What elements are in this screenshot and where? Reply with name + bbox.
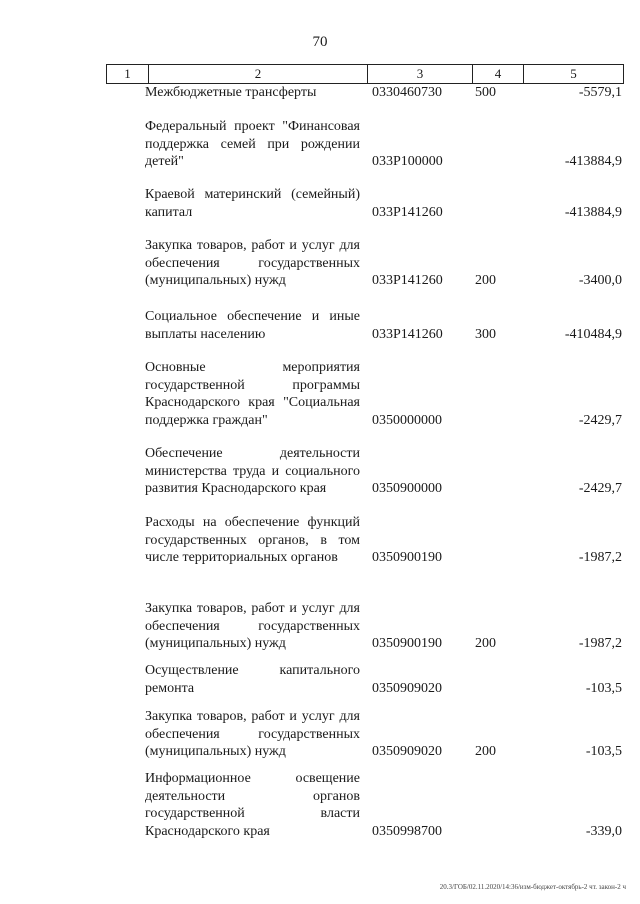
table-row bbox=[145, 186, 624, 221]
table-row bbox=[145, 600, 624, 653]
row-vid: 200 bbox=[475, 744, 496, 759]
page-number: 70 bbox=[312, 34, 328, 50]
row-code: 0350998700 bbox=[372, 823, 442, 839]
table-row bbox=[145, 662, 624, 697]
table-row bbox=[145, 359, 624, 429]
row-value: -103,5 bbox=[585, 744, 622, 759]
row-code: 0350900190 bbox=[372, 550, 442, 565]
row-code: 0330460730 bbox=[372, 85, 442, 100]
row-name: Межбюджетные трансферты bbox=[145, 85, 317, 100]
table-row bbox=[145, 708, 624, 761]
row-vid: 500 bbox=[475, 85, 496, 100]
row-name: Осуществление капитального ремонта bbox=[145, 663, 360, 696]
row-value: -5579,1 bbox=[578, 85, 622, 100]
row-code: 033P141260 bbox=[372, 273, 443, 288]
header-col-5: 5 bbox=[523, 65, 623, 83]
row-value: -2429,7 bbox=[578, 412, 622, 428]
row-code: 033P141260 bbox=[372, 326, 443, 342]
table-row bbox=[145, 308, 624, 343]
row-name: Краевой материнский (семейный) капитал bbox=[145, 187, 360, 220]
table-row bbox=[145, 118, 624, 171]
row-code: 0350909020 bbox=[372, 680, 442, 696]
row-name: Закупка товаров, работ и услуг для обеспечения государственных (муниципальных) нужд bbox=[145, 709, 360, 759]
row-name: Федеральный проект "Финансовая поддержка семей при рождении детей" bbox=[145, 119, 360, 169]
row-name: Основные мероприятия государственной программы Краснодарского края "Социальная поддержка граждан" bbox=[145, 360, 360, 428]
header-col-2: 2 bbox=[148, 65, 367, 83]
row-code: 033P141260 bbox=[372, 204, 443, 220]
row-vid: 200 bbox=[475, 273, 496, 288]
row-code: 0350000000 bbox=[372, 412, 442, 428]
row-name: Закупка товаров, работ и услуг для обеспечения государственных (муниципальных) нужд bbox=[145, 238, 360, 288]
row-code: 0350900190 bbox=[372, 636, 442, 651]
row-value: -410484,9 bbox=[564, 326, 622, 342]
row-code: 033P100000 bbox=[372, 154, 443, 169]
row-value: -413884,9 bbox=[564, 204, 622, 220]
row-value: -1987,2 bbox=[578, 550, 622, 565]
table-row bbox=[145, 237, 624, 290]
row-value: -339,0 bbox=[585, 823, 622, 839]
row-value: -1987,2 bbox=[578, 636, 622, 651]
row-name: Социальное обеспечение и иные выплаты населению bbox=[145, 309, 360, 342]
footer-stamp: 20.3/ГОБ/02.11.2020/14:36/изм-бюджет-октябрь-2 чт. закон-2 ч bbox=[439, 883, 626, 891]
row-vid: 200 bbox=[475, 636, 496, 651]
table-row bbox=[145, 770, 624, 840]
row-value: -2429,7 bbox=[578, 481, 622, 496]
row-value: -3400,0 bbox=[578, 273, 622, 288]
row-name: Закупка товаров, работ и услуг для обеспечения государственных (муниципальных) нужд bbox=[145, 601, 360, 651]
row-code: 0350909020 bbox=[372, 744, 442, 759]
table-row bbox=[145, 514, 624, 567]
table-row bbox=[145, 445, 624, 498]
table-row bbox=[145, 84, 624, 102]
row-value: -103,5 bbox=[585, 680, 622, 696]
row-name: Обеспечение деятельности министерства труда и социального развития Краснодарского края bbox=[145, 446, 360, 496]
header-col-1: 1 bbox=[124, 66, 131, 81]
row-name: Расходы на обеспечение функций государственных органов, в том числе территориальных органов bbox=[145, 515, 360, 565]
row-vid: 300 bbox=[475, 326, 496, 342]
row-value: -413884,9 bbox=[564, 154, 622, 169]
table-header bbox=[106, 64, 624, 84]
row-name: Информационное освещение деятельности органов государственной власти Краснодарского края bbox=[145, 771, 360, 839]
header-col-3: 3 bbox=[367, 65, 472, 83]
header-col-4: 4 bbox=[472, 65, 523, 83]
row-code: 0350900000 bbox=[372, 481, 442, 496]
